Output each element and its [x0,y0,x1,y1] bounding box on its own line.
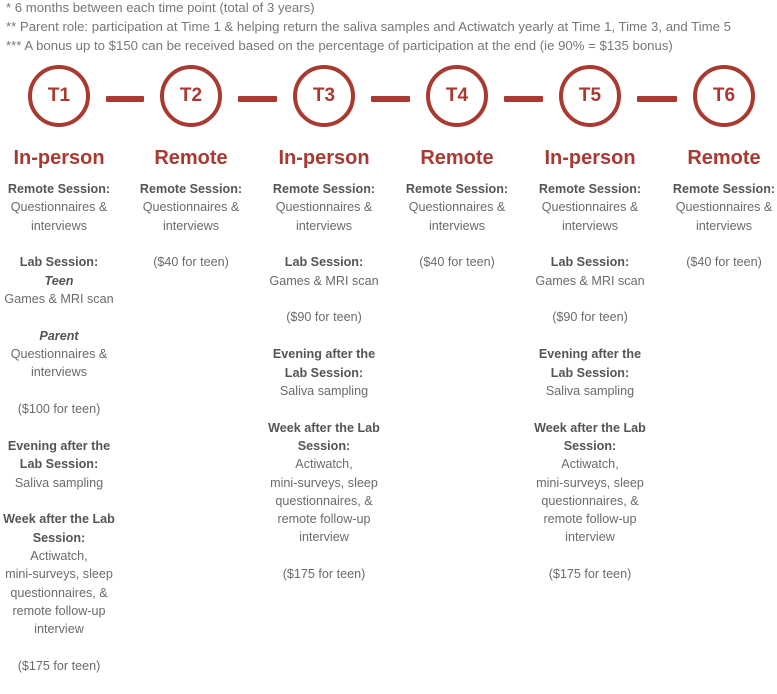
timepoint-mode: Remote [687,147,761,169]
session-block [0,327,121,382]
session-heading: Session: [563,438,617,453]
session-block [395,253,519,271]
timepoint-circle-t2: T2 [160,65,222,127]
session-detail: Questionnaires & [275,200,373,215]
session-detail: Questionnaires & [541,200,639,215]
session-detail: questionnaires, & [541,493,639,508]
session-heading: Remote Session: [7,182,111,196]
session-block [262,419,386,547]
timepoint-column-t6 [662,144,777,290]
session-detail: mini-surveys, sleep [270,475,378,490]
timeline-connector [106,96,144,102]
timepoint-circle-t4: T4 [426,65,488,127]
session-heading: Evening after the [538,347,642,362]
session-detail: Saliva sampling [545,383,635,398]
session-block [528,419,652,547]
session-detail: Questionnaires & [142,200,240,215]
timepoint-column-t4 [395,144,519,290]
session-block [0,180,121,235]
session-detail: ($90 for teen) [286,310,362,325]
session-heading: Remote Session: [405,182,509,196]
session-heading: Remote Session: [139,182,243,196]
session-detail: interviews [696,218,752,233]
session-detail: ($40 for teen) [686,255,762,270]
note-bonus: *** A bonus up to $150 can be received based on the percentage of participation at the end (ie 90% = $135 bonus) [6,38,673,53]
session-detail: remote follow-up [12,603,106,618]
session-detail: remote follow-up [277,512,371,527]
session-detail: ($40 for teen) [153,255,229,270]
session-detail: questionnaires, & [275,493,373,508]
timepoint-circle-t6: T6 [693,65,755,127]
session-detail: Actiwatch, [561,457,619,472]
session-heading: Session: [32,530,86,545]
session-heading: Remote Session: [672,182,776,196]
session-block [0,400,121,418]
session-block [662,180,777,235]
timepoint-circle-t3: T3 [293,65,355,127]
session-heading: Lab Session: [284,255,364,270]
session-heading: Lab Session: [19,255,99,270]
timepoint-mode: In-person [544,147,636,169]
session-block [0,657,121,675]
session-detail: Saliva sampling [14,475,104,490]
session-block [528,253,652,290]
session-block [0,437,121,492]
session-detail: ($175 for teen) [282,567,366,582]
session-block [528,345,652,400]
session-detail: ($175 for teen) [17,658,101,673]
session-block [262,565,386,583]
session-heading: Remote Session: [272,182,376,196]
session-heading: Evening after the [272,347,376,362]
session-detail: Questionnaires & [10,347,108,362]
session-block [0,253,121,308]
session-detail: interviews [163,218,219,233]
session-heading: Evening after the [7,438,111,453]
timepoint-circle-t5: T5 [559,65,621,127]
session-heading: Week after the Lab [268,420,380,435]
session-detail: Questionnaires & [675,200,773,215]
session-heading: Lab Session: [19,457,99,472]
session-block [0,510,121,638]
session-detail: interviews [31,218,87,233]
session-heading: Remote Session: [538,182,642,196]
session-detail: Saliva sampling [279,383,369,398]
session-detail: interview [299,530,349,545]
timepoint-mode: In-person [278,147,370,169]
session-block [262,253,386,290]
session-heading: Session: [297,438,351,453]
session-detail: interviews [31,365,87,380]
session-heading: Lab Session: [550,365,630,380]
session-detail: ($40 for teen) [419,255,495,270]
session-heading: Lab Session: [550,255,630,270]
session-detail: questionnaires, & [10,585,108,600]
timeline-connector [371,96,410,102]
session-detail: ($90 for teen) [552,310,628,325]
session-detail: ($175 for teen) [548,567,632,582]
session-block [395,180,519,235]
session-detail: Questionnaires & [10,200,108,215]
timepoint-mode: Remote [420,147,494,169]
footnotes [6,0,731,55]
session-block [528,565,652,583]
session-block [129,180,253,235]
session-block [528,180,652,235]
session-heading: Week after the Lab [3,512,115,527]
timeline-connector [504,96,543,102]
session-detail: Games & MRI scan [4,291,114,306]
session-detail: mini-surveys, sleep [5,567,113,582]
timeline-connector [637,96,677,102]
session-detail: interviews [296,218,352,233]
timepoint-mode: Remote [154,147,228,169]
session-detail: ($100 for teen) [17,402,101,417]
note-months: * 6 months between each time point (total of 3 years) [6,0,315,15]
session-block [262,308,386,326]
session-block [528,308,652,326]
session-detail: remote follow-up [543,512,637,527]
timepoint-column-t5 [528,144,652,602]
timeline-connector [238,96,277,102]
participant-label: Parent [39,328,79,343]
session-detail: Games & MRI scan [535,273,645,288]
timepoint-circle-t1: T1 [28,65,90,127]
session-heading: Lab Session: [284,365,364,380]
session-detail: mini-surveys, sleep [536,475,644,490]
timepoint-column-t2 [129,144,253,290]
session-detail: interviews [562,218,618,233]
session-block [262,180,386,235]
session-block [129,253,253,271]
session-detail: Questionnaires & [408,200,506,215]
participant-label: Teen [44,273,74,288]
session-detail: interview [565,530,615,545]
timepoint-mode: In-person [13,147,105,169]
session-detail: interview [34,622,84,637]
timepoint-column-t1 [0,144,121,694]
session-detail: Games & MRI scan [269,273,379,288]
session-heading: Week after the Lab [534,420,646,435]
session-block [262,345,386,400]
timepoint-column-t3 [262,144,386,602]
note-parent-role: ** Parent role: participation at Time 1 & helping return the saliva samples and Actiwatch yearly at Time 1, Time 3, and Time 5 [6,19,731,34]
session-detail: Actiwatch, [30,548,88,563]
session-detail: Actiwatch, [295,457,353,472]
session-detail: interviews [429,218,485,233]
session-block [662,253,777,271]
